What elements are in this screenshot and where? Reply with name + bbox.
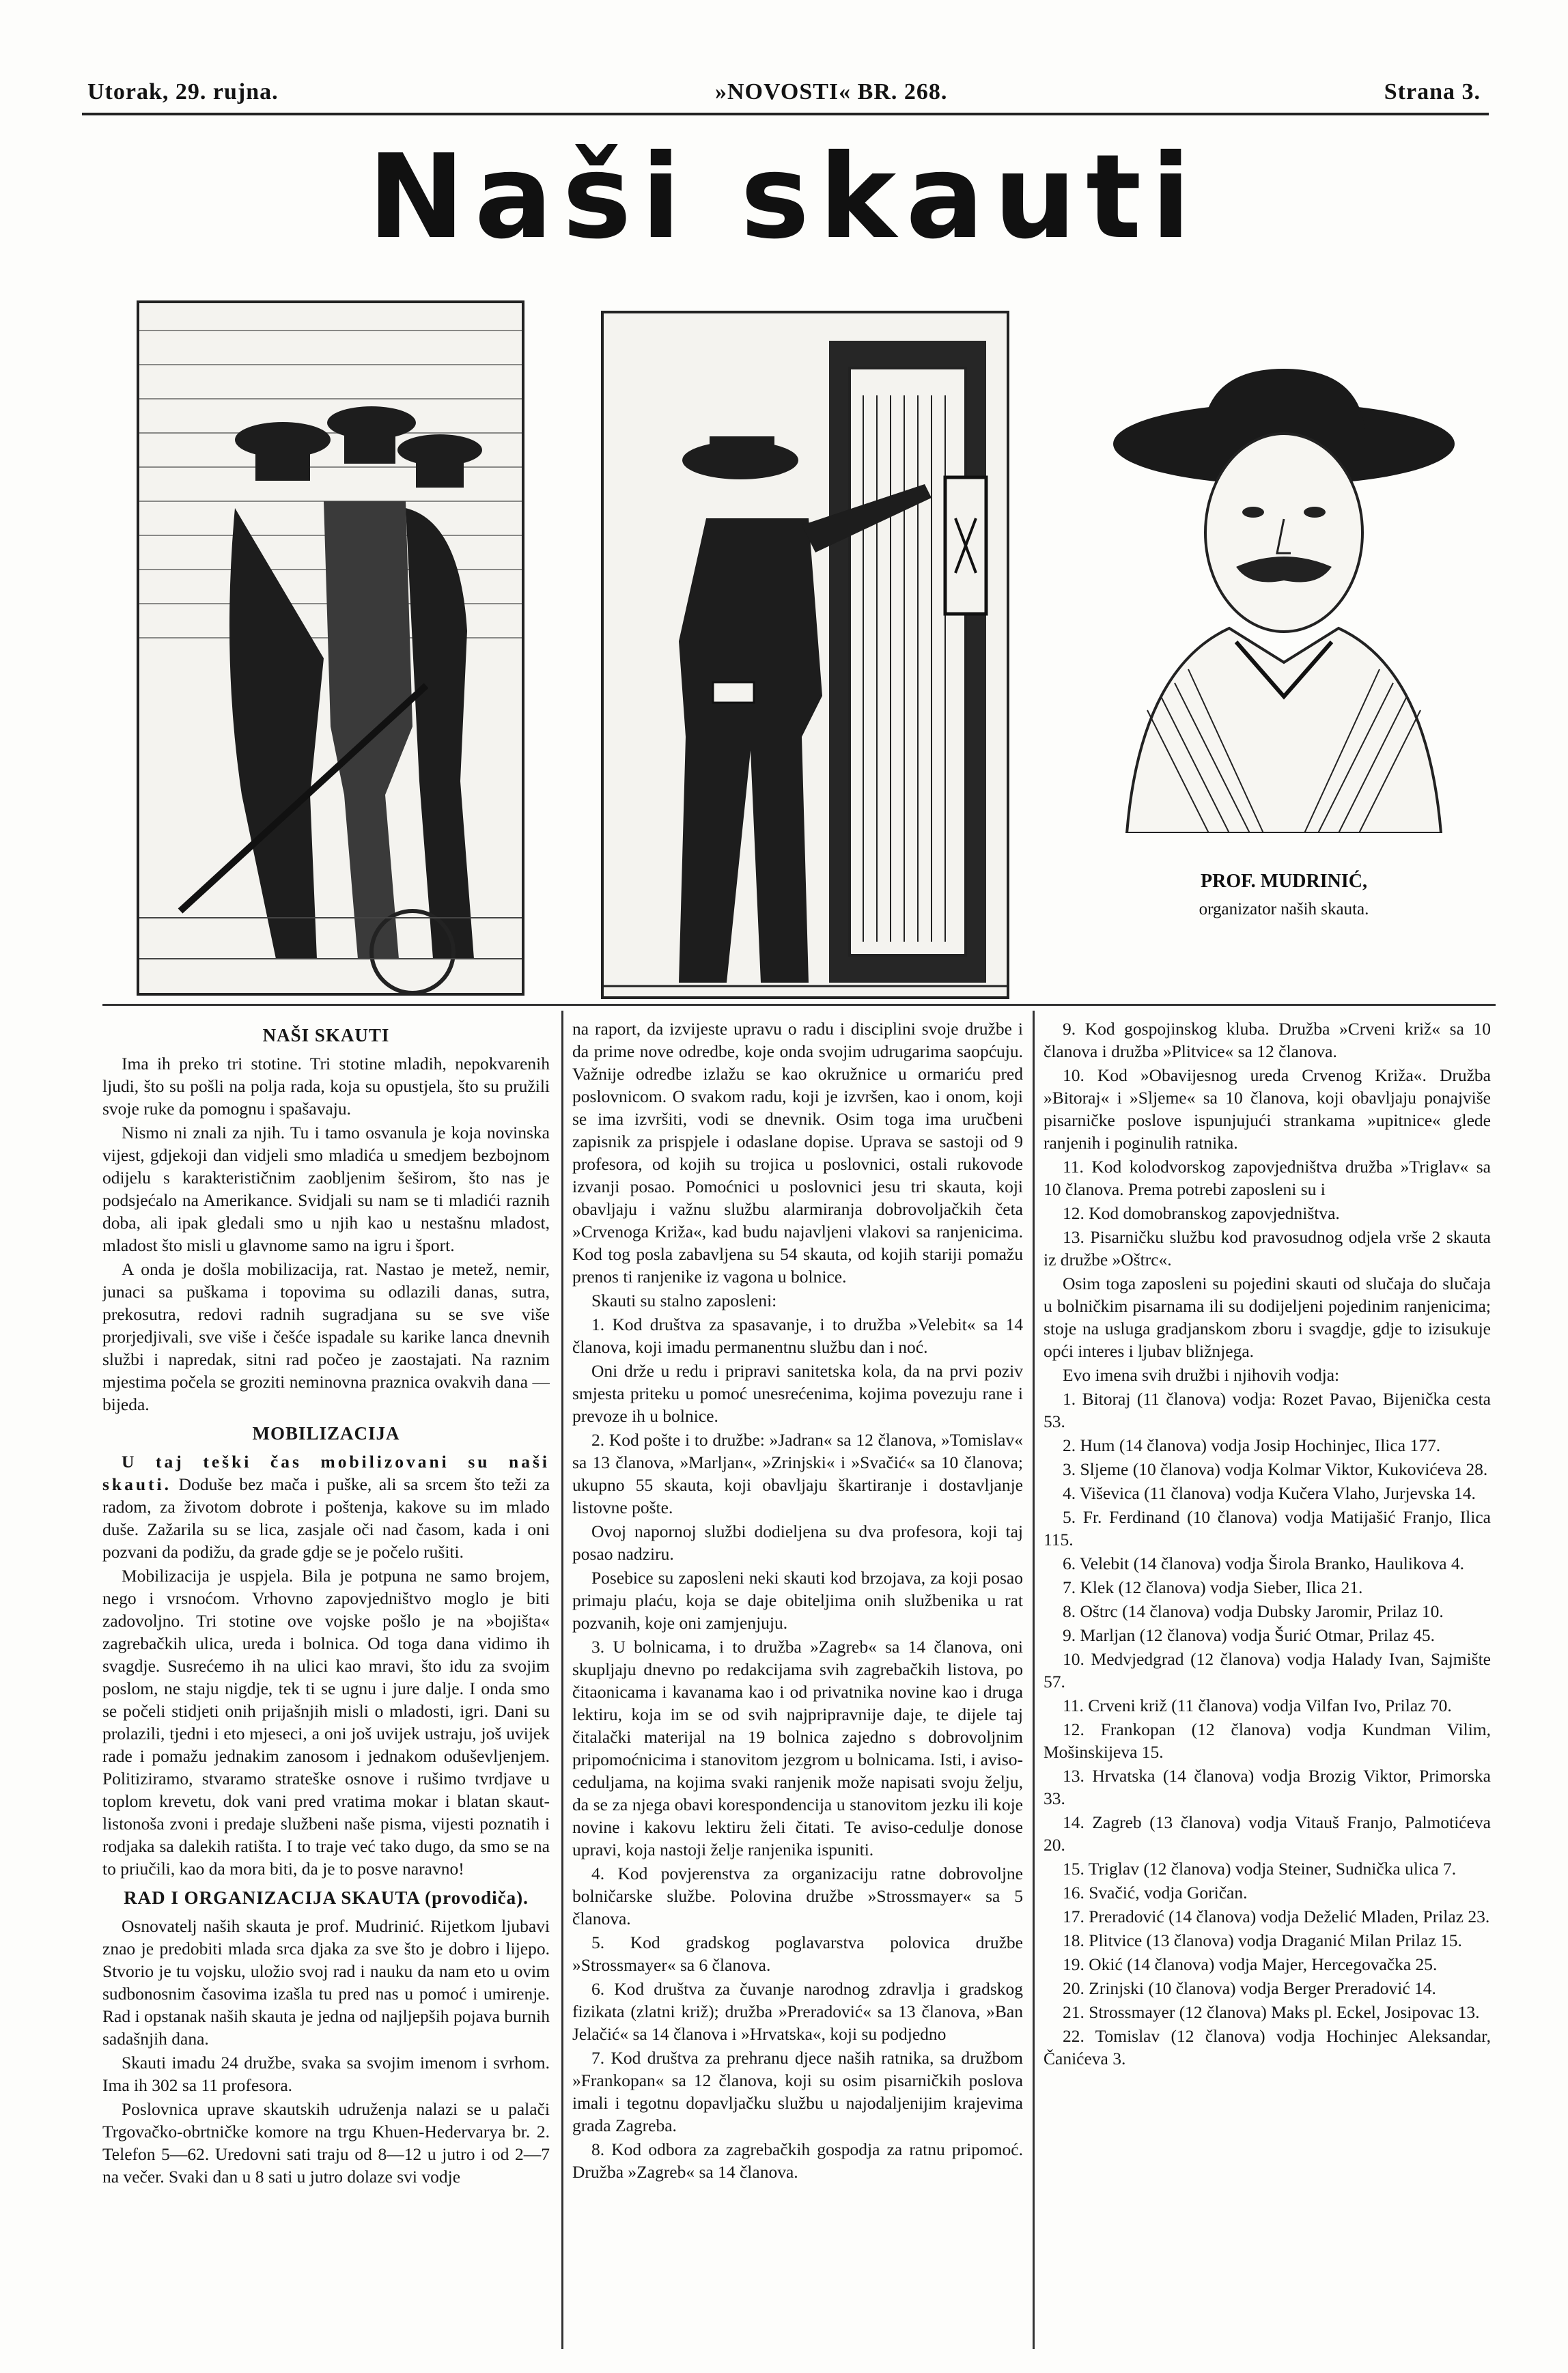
header-issue: »NOVOSTI« BR. 268. [715, 79, 948, 104]
scout-postman-drawing [604, 313, 1007, 996]
article-column-2 [572, 1017, 1023, 2349]
paragraph: Oni drže u redu i pripravi sanitetska kola, da na prvi poziv smjesta priteku u pomoć unesrećenima, kojima povezuju rane i prevoze ih u bolnice. [572, 1361, 1023, 1426]
paragraph: 2. Kod pošte i to družbe: »Jadran« sa 12 članova, »Tomislav« sa 13 članova, »Marljan«, »Zrinjski« i »Svačić« sa 10 članova; ukupno 55 skauta, koji obavljaju škartiranje i dostavljanje listovne pošte. [572, 1430, 1023, 1517]
troop-list-item: 11. Crveni križ (11 članova) vodja Vilfan Ivo, Prilaz 70. [1063, 1696, 1452, 1715]
portrait-caption-name: PROF. MUDRINIĆ, [1201, 871, 1367, 892]
paragraph: Nismo ni znali za njih. Tu i tamo osvanula je koja novinska vijest, gdjekoji dan vidjeli smo mladića u smedjem bezbojnom odijelu s karakterističnim zaobljenim šeširom, što nas je podsjećalo na Amerikance. Svidjali su nam se ti mladići raznih doba, ali ipak gledali smo u njih kao u nestašnu mladost, mladost što misli u glavnome samo na igru i šport. [102, 1123, 550, 1255]
paragraph: Posebice su zaposleni neki skauti kod brzojava, za koji posao primaju plaću, koja se daje obiteljima onih službenika u rat pozvanih, koje oni zamjenjuju. [572, 1568, 1023, 1633]
troop-list-item: 8. Oštrc (14 članova) vodja Dubsky Jaromir, Prilaz 10. [1063, 1601, 1444, 1621]
troop-list-item: 16. Svačić, vodja Goričan. [1063, 1883, 1248, 1902]
troop-list-item: 3. Sljeme (10 članova) vodja Kolmar Viktor, Kukovićeva 28. [1063, 1459, 1488, 1479]
paragraph: 4. Kod povjerenstva za organizaciju ratne dobrovoljne bolničarske službe. Polovina družbe »Strossmayer« sa 5 članova. [572, 1864, 1023, 1928]
paragraph: Skauti su stalno zaposleni: [591, 1291, 777, 1310]
troop-list-item: 7. Klek (12 članova) vodja Sieber, Ilica 21. [1063, 1577, 1363, 1597]
columns-top-rule [102, 1004, 1496, 1006]
troop-list-item: 17. Preradović (14 članova) vodja Deželić Mladen, Prilaz 23. [1063, 1907, 1490, 1926]
paragraph: 3. U bolnicama, i to družba »Zagreb« sa 14 članova, oni skupljaju dnevno po redakcijama svih zagrebačkih listova, po čitaonicama i kavanama kao i od privatnika novine kao i druga lektiru, koja im se od svih najpripravnije daje, te dijele taj čitalački materijal na 19 bolnica zajedno s dobrovoljnim pripomoćnicima i stanovitom jezgrom u bolnicama. Isti, i aviso-ceduljama, na kojima svaki ranjenik može napisati svoju želju, da se za njega obavi korespondencija u stanovitom jezku ili koje novine i kakovu lektiru želi čitati. Te aviso-cedulje donose upravi, koja nastoji želje ranjenika ispuniti. [572, 1637, 1023, 1859]
paragraph: 13. Pisarničku službu kod pravosudnog odjela vrše 2 skauta iz družbe »Oštrc«. [1044, 1227, 1491, 1269]
troop-list-item: 19. Okić (14 članova) vodja Majer, Hercegovačka 25. [1063, 1954, 1438, 1974]
scouts-escort-drawing [139, 303, 522, 993]
troop-list-item: 2. Hum (14 članova) vodja Josip Hochinjec, Ilica 177. [1063, 1435, 1441, 1455]
paragraph: Osim toga zaposleni su pojedini skauti od slučaja do slučaja u bolničkim pisarnama ili su dodijeljeni pojedinim ranjenicima; stoje na usluga gradjanskom zboru i svagdje, gdje to izisukuje opći interes i ljubav bližnjega. [1044, 1274, 1491, 1361]
troop-list-item: 1. Bitoraj (11 članova) vodja: Rozet Pavao, Bijenička cesta 53. [1044, 1389, 1491, 1431]
paragraph: Evo imena svih družbi i njihovih vodja: [1063, 1365, 1340, 1385]
troop-list-item: 10. Medvjedgrad (12 članova) vodja Halady Ivan, Sajmište 57. [1044, 1649, 1491, 1691]
column-divider-1 [561, 1011, 563, 2349]
illustration-scout-postman [601, 311, 1009, 999]
page-title: Naši skauti [367, 130, 1201, 265]
paragraph: Mobilizacija je uspjela. Bila je potpuna ne samo brojem, nego i vrsnoćom. Vrhovno zapovjedništvo moglo je biti zadovoljno. Tri stotine ove vojske pošlo je na »bojišta« zagrebačkih ulica, ureda i bolnica. Od toga dana vidimo ih svagdje. Susrećemo ih na ulici kao mravi, što idu za svojim poslom, ne staju nigdje, tek ti se ugnu i jure dalje. I onda smo se počeli stidjeti onih prijašnjih misli o mladosti, igri. Dani su prolazili, tjedni i eto mjeseci, a oni još uvijek ustraju, još uvijek rade i pomažu jednakim zanosom i jednakom oduševljenjem. Politiziramo, stvaramo strateške osnove i rušimo tvrdjave u toplom krevetu, dok vani pred vratima mokar i blatan skaut-listonoša zvoni i predaje službeni naše pisma, vijesti poznatih i rodjaka sa dalekih ratišta. I to traje već tako dugo, da smo se na to priučili, kao da mora biti, da je to posve naravno! [102, 1566, 550, 1879]
header-date: Utorak, 29. rujna. [87, 79, 279, 104]
portrait-drawing [1072, 341, 1496, 833]
section-heading-mobilizacija: MOBILIZACIJA [252, 1423, 400, 1444]
paragraph: 6. Kod društva za čuvanje narodnog zdravlja i gradskog fizikata (zlatni križ); družba »Preradović« sa 13 članova, »Ban Jelačić« sa 14 članova i »Hrvatska«, koji su podjedno [572, 1979, 1023, 2044]
troop-list-item: 20. Zrinjski (10 članova) vodja Berger Preradović 14. [1063, 1978, 1436, 1998]
column-divider-2 [1033, 1011, 1035, 2349]
portrait-prof-mudrinic [1072, 341, 1496, 833]
illustration-scouts-escorting [137, 300, 524, 996]
article-column-3 [1044, 1017, 1491, 2349]
troop-list-item: 5. Fr. Ferdinand (10 članova) vodja Matijašić Franjo, Ilica 115. [1044, 1507, 1491, 1549]
paragraph-text: Doduše bez mača i puške, ali sa srcem što teži za radom, za životom dobrote i poštenja, kakove su im mlado duše. Zažarila su se lica, zasjale oči nad časom, kada i oni pozvani da podižu, da grade gdje se je počelo rušiti. [102, 1474, 550, 1562]
paragraph-lead [102, 1450, 550, 1563]
paragraph: 11. Kod kolodvorskog zapovjedništva družba »Triglav« sa 10 članova. Prema potrebi zaposleni su i [1044, 1157, 1491, 1199]
header-page-number: Strana 3. [1384, 79, 1481, 104]
troop-list-item: 22. Tomislav (12 članova) vodja Hochinjec Aleksandar, Čanićeva 3. [1044, 2026, 1491, 2068]
troop-list-item: 13. Hrvatska (14 članova) vodja Brozig Viktor, Primorska 33. [1044, 1766, 1491, 1808]
paragraph: Skauti imadu 24 družbe, svaka sa svojim imenom i svrhom. Ima ih 302 sa 11 profesora. [102, 2053, 550, 2095]
troop-list-item: 4. Viševica (11 članova) vodja Kučera Vlaho, Jurjevska 14. [1063, 1483, 1476, 1503]
paragraph: 8. Kod odbora za zagrebačkih gospodja za ratnu pripomoć. Družba »Zagreb« sa 14 članova. [572, 2139, 1023, 2182]
paragraph: Ovoj napornoj službi dodieljena su dva profesora, koji taj posao nadziru. [572, 1521, 1023, 1564]
paragraph: 9. Kod gospojinskog kluba. Družba »Crveni križ« sa 10 članova i družba »Plitvice« sa 12 članova. [1044, 1019, 1491, 1061]
paragraph: na raport, da izvijeste upravu o radu i disciplini svoje družbe i da prime nove odredbe, koje onda svojim udrugarima saopćuju. Važnije odredbe izlažu se kao okružnice u ormariću pred poslovnicom. O svakom radu, koji je izvršen, kao i onom, koji se ima izvršiti, vodi se dnevnik. Osim toga ima uručbeni zapisnik za prispjele i odaslane dopise. Uprava se sastoji od 9 profesora, od kojih su trojica u poslovnici, ostali rukovode izvanji posao. Pomoćnici u poslovnici jesu tri skauta, koji obavljaju i važnu službu alarmiranja dobrovoljačkih četa »Crvenoga Križa«, kad budu najavljeni vlakovi sa ranjenicima. Kod tog posla zabavljena su 54 skauta, od kojih stariji pomažu prenos ti ranjenike iz vagona u bolnice. [572, 1019, 1023, 1287]
page-header [87, 75, 1481, 109]
paragraph: Poslovnica uprave skautskih udruženja nalazi se u palači Trgovačko-obrtničke komore na trgu Khuen-Hedervarya br. 2. Telefon 5—62. Uredovni sati traju od 8—12 u jutro i od 2—7 na večer. Svaki dan u 8 sati u jutro dolaze svi vodje [102, 2099, 550, 2187]
paragraph: 5. Kod gradskog poglavarstva polovica družbe »Strossmayer« sa 6 članova. [572, 1933, 1023, 1975]
paragraph: Ima ih preko tri stotine. Tri stotine mladih, nepokvarenih ljudi, što su pošli na polja rada, koja su opustjela, što su pružili svoje ruke da pomognu i spašavaju. [102, 1054, 550, 1119]
paragraph: 1. Kod društva za spasavanje, i to družba »Velebit« sa 14 članova, koji imadu permanentnu službu dan i noć. [572, 1315, 1023, 1357]
troop-list-item: 12. Frankopan (12 članova) vodja Kundman Vilim, Mošinskijeva 15. [1044, 1719, 1491, 1762]
article-column-1 [102, 1017, 550, 2349]
troop-list-item: 9. Marljan (12 članova) vodja Šurić Otmar, Prilaz 45. [1063, 1625, 1435, 1645]
troop-list-item: 15. Triglav (12 članova) vodja Steiner, Sudnička ulica 7. [1063, 1859, 1457, 1879]
paragraph: Osnovatelj naših skauta je prof. Mudrinić. Rijetkom ljubavi znao je predobiti mlada srca djaka za sve što je dobro i lijepo. Stvorio je tu vojsku, uložio svoj rad i nauku da nam eto u ovim sudbonosnim časovima izašla tu pred nas u pomoć i umirenje. Rad i opstanak naših skauta je jedna od najljepših pojava burnih sadašnjih dana. [102, 1916, 550, 2049]
troop-list [1044, 1388, 1491, 2070]
section-heading-nasi-skauti: NAŠI SKAUTI [262, 1025, 390, 1045]
troop-list-item: 6. Velebit (14 članova) vodja Širola Branko, Haulikova 4. [1063, 1554, 1465, 1573]
portrait-caption-role: organizator naših skauta. [1199, 900, 1369, 918]
paragraph: 10. Kod »Obavijesnog ureda Crvenog Križa«. Družba »Bitoraj« i »Sljeme« sa 10 članova, koji obavljaju ponajviše pisarničke poslove ispunjujući strankama »upitnice« glede ranjenih i poginulih ratnika. [1044, 1065, 1491, 1153]
header-rule [82, 113, 1489, 115]
paragraph: 12. Kod domobranskog zapovjedništva. [1063, 1203, 1340, 1223]
troop-list-item: 14. Zagreb (13 članova) vodja Vitauš Franjo, Palmotićeva 20. [1044, 1812, 1491, 1855]
troop-list-item: 21. Strossmayer (12 članova) Maks pl. Eckel, Josipovac 13. [1063, 2002, 1480, 2022]
paragraph: A onda je došla mobilizacija, rat. Nastao je metež, nemir, junaci sa puškama i topovima su odlazili danas, sutra, prekosutra, redovi radnih sugradjana su se sve više prorjedjivali, sve više i češće ispadale su karike lanca dnevnih službi i napredak, sitni rad počeo je zaostajati. Na raznim mjestima počela se groziti neminovna praznica ovakvih dana — bijeda. [102, 1259, 550, 1414]
section-heading-rad-i-organizacija: RAD I ORGANIZACIJA SKAUTA (provodiča). [124, 1887, 529, 1908]
spaced-text: U taj teški čas mobilizovani su naši skauti. [102, 1452, 550, 1494]
paragraph: 7. Kod društva za prehranu djece naših ratnika, sa družbom »Frankopan« sa 12 članova, koji su osim pisarničkih poslova imali i tegotnu dopavljačku službu u najodaljenijim krajevima grada Zagreba. [572, 2048, 1023, 2135]
troop-list-item: 18. Plitvice (13 članova) vodja Draganić Milan Prilaz 15. [1063, 1930, 1462, 1950]
